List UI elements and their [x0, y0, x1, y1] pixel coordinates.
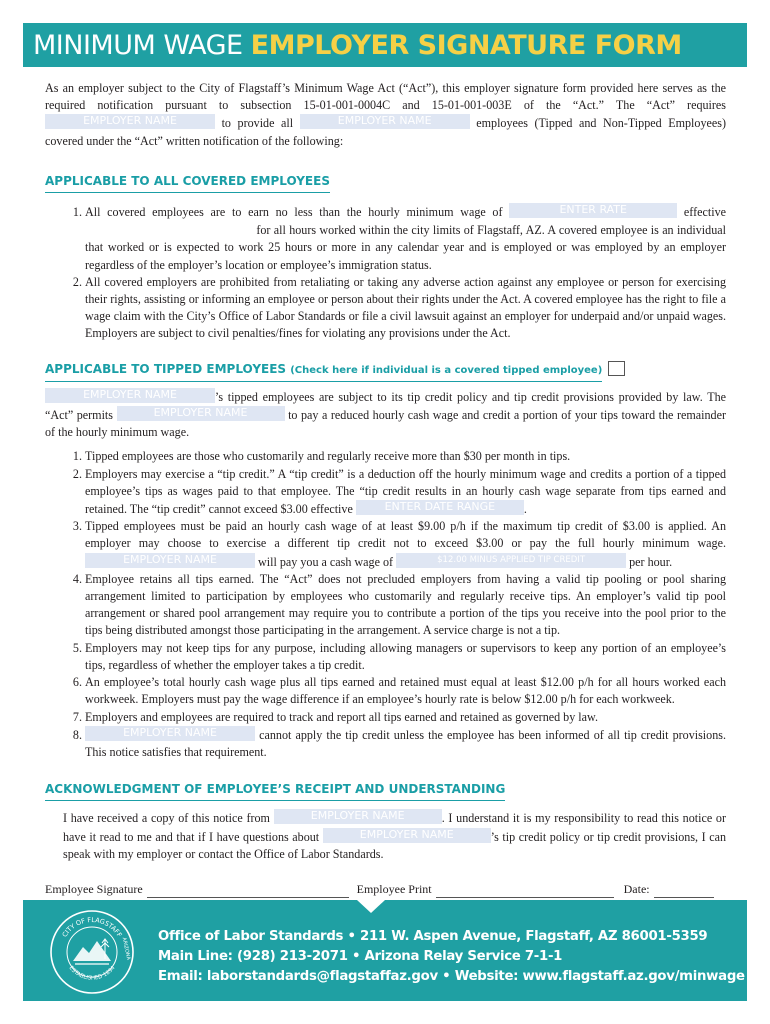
employer-name-field[interactable]: EMPLOYER NAME: [117, 406, 285, 421]
employee-signature-line[interactable]: [147, 883, 349, 898]
tipped-employees-list: [45, 448, 726, 761]
title-part1: MINIMUM WAGE: [33, 30, 243, 61]
seal-bottom-text: ESTABLISHED 1894: [67, 965, 117, 982]
section-heading-acknowledgment: ACKNOWLEDGMENT OF EMPLOYEE’S RECEIPT AND UNDERSTANDING: [45, 781, 505, 801]
list-item: 7. Employers and employees are required to track and report all tips earned and retained as governed by law.: [85, 709, 726, 726]
employer-name-field[interactable]: EMPLOYER NAME: [85, 726, 255, 741]
all-employees-list: [45, 203, 726, 343]
intro-paragraph: As an employer subject to the City of Flagstaff’s Minimum Wage Act (“Act”), this employer signature form provided here serves as the required notification pursuant to subsection 15-01-001-0004C and 15-01-001-003E of the “Act.” The “Act” requires EMPLOYER NAME to provide all EMPLOYER NAME employees (Tipped and Non-Tipped Employees) covered under the “Act” written notification of the following:: [45, 81, 726, 148]
footer-email-website[interactable]: Email: laborstandards@flagstaffaz.gov • Website: www.flagstaff.az.gov/minwage: [158, 969, 745, 984]
footer-notch: [357, 900, 385, 913]
employee-print-line[interactable]: [436, 883, 614, 898]
employer-name-field[interactable]: EMPLOYER NAME: [45, 114, 215, 129]
seal-top-text: CITY OF FLAGSTAFF: [60, 915, 124, 939]
list-item: 2. Employers may exercise a “tip credit.” A “tip credit” is a deduction off the hourly minimum wage and credits a portion of a tipped employee’s tips as wages paid to that employee. The “tip credit results in an hourly cash wage separate from tips earned and retained. The “tip credit” cannot exceed $3.00 effective ENTER DATE RANGE .: [85, 466, 726, 519]
date-line[interactable]: [654, 883, 714, 898]
tipped-intro-paragraph: EMPLOYER NAME ’s tipped employees are subject to its tip credit policy and tip credit provisions provided by law. The “Act” permits EMPLOYER NAME to pay a reduced hourly cash wage and credit a portion of your tips toward the remainder of the hourly minimum wage.: [45, 387, 726, 440]
list-item: 5. Employers may not keep tips for any purpose, including allowing managers or supervisors to keep any portion of an employee’s tips, regardless of whether the employer takes a tip credit.: [85, 640, 726, 674]
list-item: 1. Tipped employees are those who customarily and regularly receive more than $30 per month in tips.: [85, 448, 726, 465]
enter-rate-field[interactable]: ENTER RATE: [509, 203, 677, 218]
footer-address: Office of Labor Standards • 211 W. Aspen Avenue, Flagstaff, AZ 86001-5359: [158, 929, 708, 944]
acknowledgment-paragraph: I have received a copy of this notice from EMPLOYER NAME . I understand it is my responsibility to read this notice or have it read to me and that if I have questions about EMPLOYER NAME ’s tip credit policy or tip credit provisions, I can speak with my employer or contact the Office of Labor Standards.: [63, 809, 727, 861]
form-body: [45, 80, 726, 898]
tipped-note: (Check here if individual is a covered tipped employee): [290, 364, 603, 376]
date-label: Date:: [623, 881, 650, 896]
tipped-employee-checkbox[interactable]: [608, 361, 625, 376]
list-item: 6. An employee’s total hourly cash wage plus all tips earned and retained must equal at least $12.00 p/h for all hours worked each workweek. Employers must pay the wage difference if an employee’s hourly rate is below $12.00 p/h for each workweek.: [85, 674, 726, 708]
svg-text:ESTABLISHED 1894: [68, 965, 117, 982]
footer-phone: Main Line: (928) 213-2071 • Arizona Relay Service 7-1-1: [158, 949, 563, 964]
list-item: 4. Employee retains all tips earned. The “Act” does not precluded employers from having a valid tip pooling or pool sharing arrangement limited to participation by employees who customarily and regularly receive tips. An employer’s valid tip pool arrangement or shared pool arrangement may require you to contribute a portion of the tips you receive into the pool prior to the tips being distributed amongst those participating in the arrangement. A service charge is not a tip.: [85, 571, 726, 640]
list-item: 1. All covered employees are to earn no less than the hourly minimum wage of ENTER RATE effective for all hours worked within the city limits of Flagstaff, AZ. A covered employee is an individual that worked or is expected to work 25 hours or more in any calendar year and is employed or was employed by an employer regardless of the employer’s location or employee’s immigration status.: [85, 203, 726, 274]
seal-right-text: ARIZONA: [120, 936, 132, 961]
page-title: [33, 28, 682, 64]
employer-name-field[interactable]: EMPLOYER NAME: [300, 114, 470, 129]
city-seal-icon: [49, 909, 135, 995]
signature-row: [45, 881, 726, 898]
effective-date-field[interactable]: [85, 221, 253, 236]
employer-name-field[interactable]: EMPLOYER NAME: [274, 809, 442, 824]
employer-name-field[interactable]: EMPLOYER NAME: [323, 828, 491, 843]
list-item: 8. EMPLOYER NAME cannot apply the tip credit unless the employee has been informed of all tip credit provisions. This notice satisfies that requirement.: [85, 726, 726, 761]
employer-name-field[interactable]: EMPLOYER NAME: [85, 553, 255, 568]
footer-contact: [158, 927, 745, 987]
employer-name-field[interactable]: EMPLOYER NAME: [45, 388, 215, 403]
section-heading-tipped-employees: APPLICABLE TO TIPPED EMPLOYEES (Check here if individual is a covered tipped employee): [45, 361, 602, 382]
enter-date-range-field[interactable]: ENTER DATE RANGE: [356, 500, 524, 515]
list-item: 3. Tipped employees must be paid an hourly cash wage of at least $9.00 p/h if the maximum tip credit of $3.00 is applied. An employer may choose to exercise a different tip credit not to exceed $3.00 or pay the full hourly minimum wage. EMPLOYER NAME will pay you a cash wage of $12.00 MINUS APPLIED TIP CREDIT per hour.: [85, 518, 726, 571]
section-heading-all-employees: APPLICABLE TO ALL COVERED EMPLOYEES: [45, 173, 330, 193]
list-item: 2. All covered employers are prohibited from retaliating or taking any adverse action against any employee or person for exercising their rights, assisting or informing an employee or person about their rights under the Act. A covered employee has the right to file a wage claim with the City’s Office of Labor Standards or file a civil lawsuit against an employer for underpaid and/or unpaid wages. Employers are subject to civil penalties/fines for violating any provisions under the Act.: [85, 274, 726, 343]
title-part2: EMPLOYER SIGNATURE FORM: [250, 30, 682, 61]
employee-print-label: Employee Print: [356, 881, 432, 896]
cash-wage-field[interactable]: $12.00 MINUS APPLIED TIP CREDIT: [396, 553, 626, 568]
employee-signature-label: Employee Signature: [45, 881, 143, 896]
